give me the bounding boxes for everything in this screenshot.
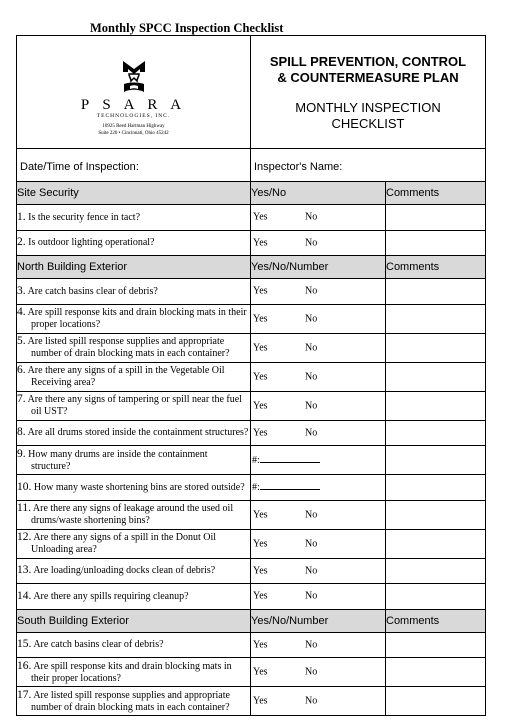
yes-option[interactable]: Yes — [253, 565, 268, 577]
question-row — [17, 632, 486, 658]
question-row — [17, 558, 486, 584]
company-name: P S A R A — [80, 97, 187, 113]
question-text — [17, 304, 251, 333]
comments-cell[interactable] — [386, 632, 486, 658]
question-row — [17, 333, 486, 362]
question-line-1: Are listed spill response supplies and appropriate — [33, 689, 230, 701]
question-line-1: Are listed spill response supplies and appropriate — [27, 336, 225, 347]
question-text — [17, 391, 251, 420]
answer-cell — [251, 304, 386, 333]
question-text — [17, 230, 251, 256]
question-row — [17, 500, 486, 529]
question-text — [17, 658, 251, 687]
question-row — [17, 529, 486, 558]
no-option[interactable]: No — [305, 590, 318, 602]
comments-column-header: Comments — [386, 609, 486, 632]
question-line-2: Receiving area? — [31, 377, 96, 388]
question-number: 14. — [17, 589, 32, 602]
question-number: 6. — [17, 364, 26, 376]
plan-title-block — [251, 36, 486, 149]
question-line-2: number of drain blocking mats in each container? — [31, 701, 230, 713]
question-number: 5. — [17, 335, 26, 347]
question-text — [17, 475, 251, 501]
question-line-1: How many drums are inside the containment — [28, 448, 208, 460]
address-line-1: 10925 Reed Hartman Highway — [102, 124, 165, 129]
yes-option[interactable]: Yes — [253, 313, 268, 324]
question-line-1: Is the security fence in tact? — [28, 211, 141, 223]
question-line-2: number of drain blocking mats in each container? — [31, 348, 230, 359]
answer-cell — [251, 446, 386, 475]
date-time-label: Date/Time of Inspection: — [20, 161, 139, 173]
comments-column-header: Comments — [386, 256, 486, 279]
comments-cell[interactable] — [386, 391, 486, 420]
question-line-1: Are catch basins clear of debris? — [27, 285, 158, 297]
answer-cell — [251, 475, 386, 501]
yes-option[interactable]: Yes — [253, 400, 268, 411]
question-line-2: Unloading area? — [31, 544, 97, 555]
question-number: 16. — [17, 659, 32, 672]
comments-cell[interactable] — [386, 446, 486, 475]
no-option[interactable]: No — [305, 639, 318, 651]
question-number: 2. — [17, 236, 26, 249]
question-line-1: Are there any signs of tampering or spill near the fuel — [27, 394, 242, 405]
question-number: 4. — [17, 306, 26, 318]
question-text — [17, 205, 251, 231]
question-number: 3. — [17, 284, 26, 297]
question-text — [17, 446, 251, 475]
question-line-2: structure? — [31, 460, 71, 472]
question-number: 12. — [17, 531, 32, 543]
question-row — [17, 687, 486, 716]
question-line-1: Is outdoor lighting operational? — [28, 237, 155, 249]
plan-title-line-2: & COUNTERMEASURE PLAN — [277, 70, 459, 85]
question-line-2: their proper locations? — [31, 672, 121, 684]
no-option[interactable]: No — [305, 427, 318, 439]
question-number: 15. — [17, 638, 32, 651]
no-option[interactable]: No — [305, 565, 318, 577]
company-logo-block — [17, 36, 251, 149]
info-row — [17, 149, 486, 182]
comments-cell[interactable] — [386, 420, 486, 446]
question-number: 1. — [17, 210, 26, 223]
header-row — [17, 36, 486, 149]
yes-option[interactable]: Yes — [253, 237, 268, 249]
question-line-2: oil UST? — [31, 406, 68, 417]
question-line-1: Are there any spills requiring cleanup? — [33, 590, 189, 602]
question-text — [17, 333, 251, 362]
question-line-2: proper locations? — [31, 319, 101, 330]
question-row — [17, 304, 486, 333]
question-number: 7. — [17, 393, 26, 405]
question-number: 11. — [17, 502, 31, 514]
answer-column-header: Yes/No/Number — [251, 609, 386, 632]
checklist-sections — [17, 182, 486, 716]
yes-option[interactable]: Yes — [253, 427, 268, 439]
yes-option[interactable]: Yes — [253, 695, 268, 707]
question-text — [17, 420, 251, 446]
question-line-1: Are spill response kits and drain blocking mats in their — [27, 307, 247, 318]
question-row — [17, 420, 486, 446]
count-prefix: #: — [252, 482, 260, 494]
answer-column-header: Yes/No/Number — [251, 256, 386, 279]
question-row — [17, 446, 486, 475]
yes-option[interactable]: Yes — [253, 538, 268, 549]
question-text — [17, 500, 251, 529]
question-line-1: Are there any signs of leakage around the used oil — [32, 503, 234, 514]
comments-cell[interactable] — [386, 584, 486, 610]
question-number: 9. — [17, 447, 26, 460]
answer-cell — [251, 205, 386, 231]
no-option[interactable]: No — [305, 342, 318, 353]
count-prefix: #: — [252, 455, 260, 466]
comments-cell[interactable] — [386, 658, 486, 687]
question-row — [17, 391, 486, 420]
question-text — [17, 632, 251, 658]
question-row — [17, 584, 486, 610]
no-option[interactable]: No — [305, 695, 318, 707]
no-option[interactable]: No — [305, 509, 318, 520]
no-option[interactable]: No — [305, 538, 318, 549]
section-header-row — [17, 256, 486, 279]
comments-cell[interactable] — [386, 205, 486, 231]
inspector-name-field[interactable] — [251, 149, 486, 182]
question-row — [17, 205, 486, 231]
question-text — [17, 687, 251, 716]
answer-cell — [251, 558, 386, 584]
question-row — [17, 279, 486, 305]
question-line-1: Are there any signs of a spill in the Donut Oil — [33, 532, 217, 543]
comments-cell[interactable] — [386, 500, 486, 529]
no-option[interactable]: No — [305, 313, 318, 324]
question-line-2: drums/waste shortening bins? — [31, 515, 150, 526]
question-line-1: Are all drums stored inside the containment structures? — [27, 427, 249, 439]
plan-title-line-1: SPILL PREVENTION, CONTROL — [269, 54, 467, 69]
comments-cell[interactable] — [386, 529, 486, 558]
yes-option[interactable]: Yes — [253, 371, 268, 382]
comments-cell[interactable] — [386, 304, 486, 333]
section-title: South Building Exterior — [17, 609, 251, 632]
address-line-2: Suite 220 • Cincinnati, Ohio 45242 — [98, 130, 169, 136]
answer-cell — [251, 333, 386, 362]
question-text — [17, 279, 251, 305]
yes-option[interactable]: Yes — [253, 211, 268, 223]
question-line-1: Are loading/unloading docks clean of debris? — [33, 565, 216, 577]
comments-cell[interactable] — [386, 687, 486, 716]
comments-cell[interactable] — [386, 230, 486, 256]
comments-column-header: Comments — [386, 182, 486, 205]
date-time-field[interactable] — [17, 149, 251, 182]
section-title: Site Security — [17, 182, 251, 205]
question-row — [17, 658, 486, 687]
checklist-table — [16, 35, 486, 716]
section-header-row — [17, 609, 486, 632]
yes-option[interactable]: Yes — [253, 590, 268, 602]
question-number: 8. — [17, 426, 26, 439]
question-line-1: Are there any signs of a spill in the Vegetable Oil — [27, 365, 225, 376]
question-number: 13. — [17, 564, 32, 577]
plan-subtitle — [251, 100, 485, 132]
plan-subtitle-line-1: MONTHLY INSPECTION — [295, 100, 441, 115]
yes-option[interactable]: Yes — [253, 666, 268, 678]
yes-option[interactable]: Yes — [253, 639, 268, 651]
comments-cell[interactable] — [386, 362, 486, 391]
no-option[interactable]: No — [305, 400, 318, 411]
answer-cell — [251, 362, 386, 391]
answer-cell — [251, 658, 386, 687]
plan-title — [251, 54, 485, 86]
answer-cell — [251, 230, 386, 256]
count-field[interactable] — [252, 454, 320, 466]
question-row — [17, 230, 486, 256]
company-subtitle: TECHNOLOGIES, INC. — [96, 113, 171, 119]
inspector-name-label: Inspector's Name: — [254, 161, 343, 173]
comments-cell[interactable] — [386, 558, 486, 584]
question-text — [17, 362, 251, 391]
question-row — [17, 475, 486, 501]
comments-cell[interactable] — [386, 279, 486, 305]
comments-cell[interactable] — [386, 333, 486, 362]
answer-cell — [251, 500, 386, 529]
answer-column-header: Yes/No — [251, 182, 386, 205]
answer-cell — [251, 279, 386, 305]
question-text — [17, 558, 251, 584]
count-blank-line — [260, 481, 320, 490]
answer-cell — [251, 584, 386, 610]
question-text — [17, 529, 251, 558]
answer-cell — [251, 529, 386, 558]
yes-option[interactable]: Yes — [253, 285, 268, 297]
yes-option[interactable]: Yes — [253, 509, 268, 520]
question-row — [17, 362, 486, 391]
no-option[interactable]: No — [305, 371, 318, 382]
count-blank-line — [260, 454, 320, 463]
question-line-1: How many waste shortening bins are stored outside? — [33, 481, 245, 493]
question-line-1: Are catch basins clear of debris? — [33, 639, 164, 651]
count-field[interactable] — [252, 481, 320, 493]
answer-cell — [251, 687, 386, 716]
answer-cell — [251, 420, 386, 446]
company-address — [17, 124, 250, 137]
no-option[interactable]: No — [305, 211, 318, 223]
question-text — [17, 584, 251, 610]
question-number: 10. — [17, 480, 32, 493]
no-option[interactable]: No — [305, 666, 318, 678]
no-option[interactable]: No — [305, 285, 318, 297]
answer-cell — [251, 632, 386, 658]
section-header-row — [17, 182, 486, 205]
psara-logo-icon — [121, 59, 147, 95]
question-number: 17. — [17, 688, 32, 701]
question-line-1: Are spill response kits and drain blocking mats in — [33, 660, 232, 672]
answer-cell — [251, 391, 386, 420]
no-option[interactable]: No — [305, 237, 318, 249]
plan-subtitle-line-2: CHECKLIST — [331, 116, 405, 131]
yes-option[interactable]: Yes — [253, 342, 268, 353]
section-title: North Building Exterior — [17, 256, 251, 279]
comments-cell[interactable] — [386, 475, 486, 501]
document-title: Monthly SPCC Inspection Checklist — [90, 21, 284, 35]
